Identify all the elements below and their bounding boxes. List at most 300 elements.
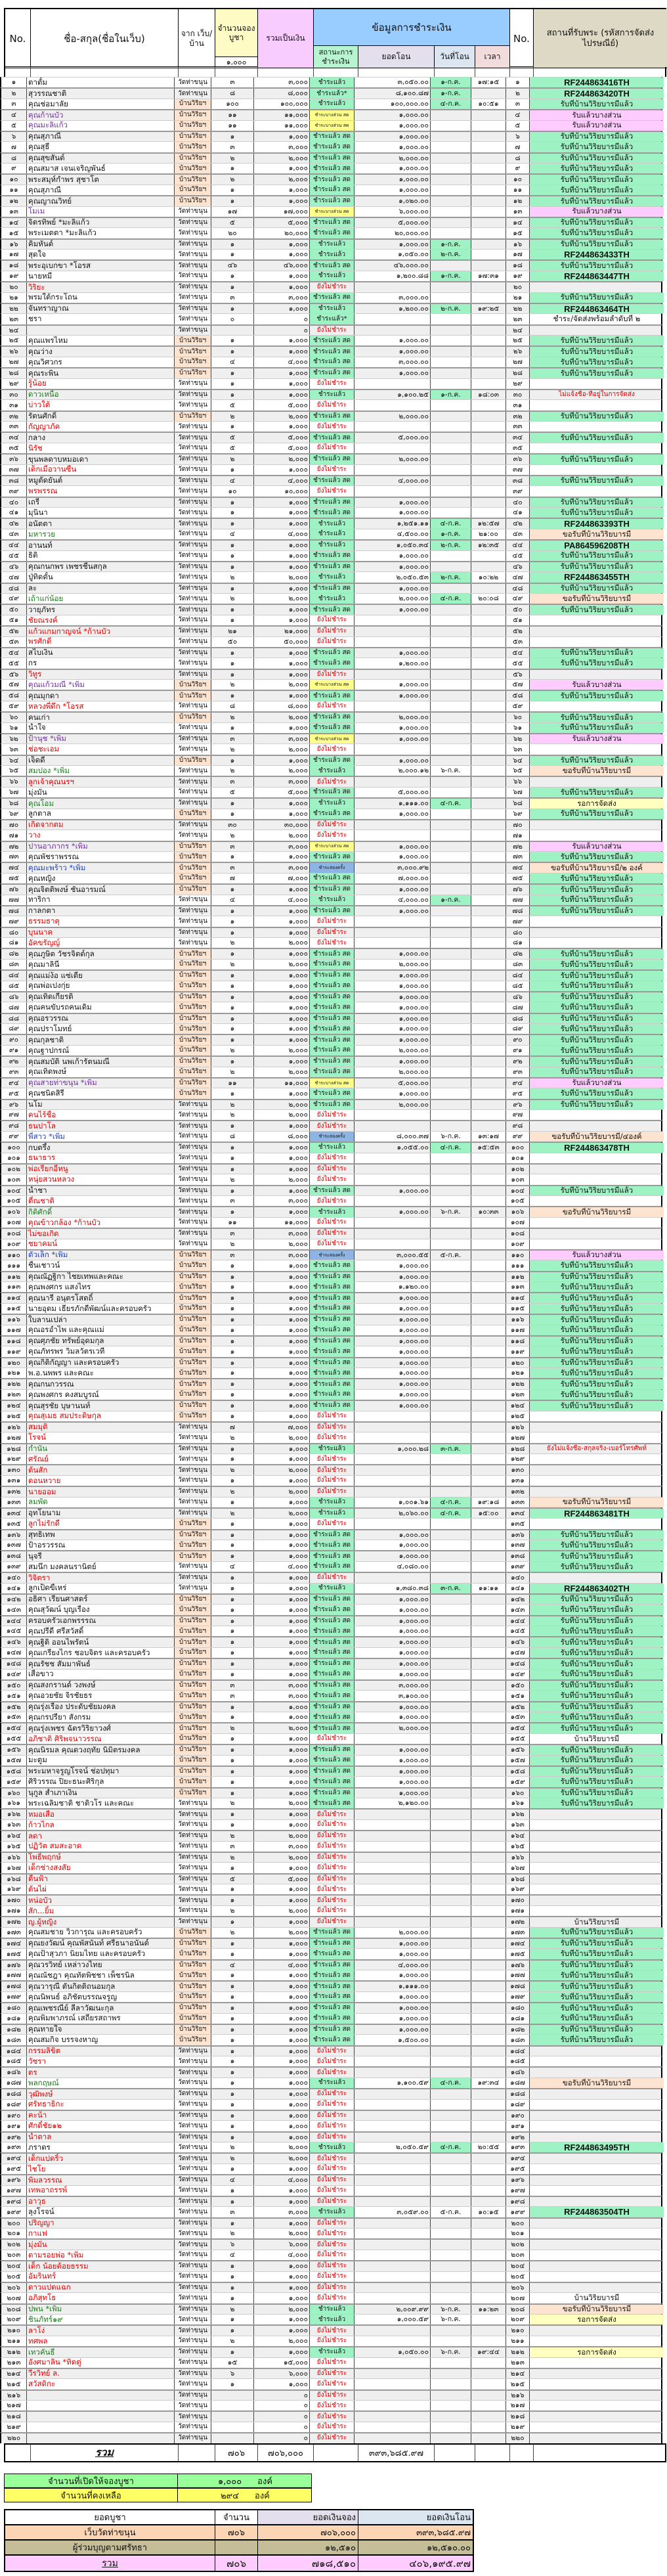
table-row	[0, 1862, 662, 1873]
source-cell: บ้านวิริยฯ	[175, 2003, 211, 2012]
source-cell: บ้านวิริยฯ	[175, 691, 211, 700]
donor-name: คุณแม่ง้อ แซ่เตีย	[27, 971, 175, 980]
delivery-status	[530, 2272, 664, 2282]
source-cell: วัดท่าขนุน	[175, 1239, 211, 1249]
table-row	[0, 593, 662, 604]
row-number-2: ๘๙	[506, 1024, 530, 1034]
amount-cell: ๓,๐๐๐	[254, 1229, 310, 1238]
qty-cell: ๑	[211, 1035, 254, 1044]
row-number: ๔๒	[1, 519, 27, 528]
qty-cell: ๑๕	[211, 2358, 254, 2368]
delivery-status: รับที่บ้านวิริยบารมีแล้ว	[530, 498, 664, 507]
quota-open	[4, 2474, 312, 2488]
transfer-date	[431, 1174, 471, 1184]
table-row	[0, 1228, 662, 1238]
amount-cell: ๒๐,๐๐๐	[254, 228, 310, 238]
qty-cell: ๑	[211, 1476, 254, 1486]
donor-name: รู้น้อย	[27, 379, 175, 389]
amount-cell: ๐	[254, 326, 310, 335]
transfer-time	[471, 1896, 506, 1905]
transfer-amount: ๑,๐๐๐.๐๐	[355, 1605, 431, 1614]
amount-cell: ๑,๐๐๐	[254, 809, 310, 819]
amount-cell: ๑,๐๐๐	[254, 1734, 310, 1744]
transfer-amount: ๑,๐๐๐.๐๐	[355, 1186, 431, 1195]
row-number: ๓๑	[1, 400, 27, 410]
tracking-code: RF244863393TH	[530, 519, 664, 528]
payment-status: ชำระแล้ว*	[310, 314, 355, 324]
transfer-amount	[355, 1573, 431, 1582]
table-row	[0, 2185, 662, 2196]
delivery-status: รับที่บ้านวิริยบารมีแล้ว	[530, 455, 664, 464]
source-cell: บ้านวิริยฯ	[175, 1304, 211, 1314]
donor-name: คุณเทิดพงษ์	[27, 1067, 175, 1077]
transfer-time	[471, 1917, 506, 1926]
row-number: ๒๐๗	[1, 2293, 27, 2303]
transfer-date	[431, 949, 471, 958]
payment-status: ยังไม่ชำระ	[310, 1734, 355, 1744]
source-cell: บ้านวิริยฯ	[175, 809, 211, 819]
source-cell: บ้านวิริยฯ	[175, 1325, 211, 1335]
amount-cell: ๑,๐๐๐	[254, 2035, 310, 2045]
transfer-time	[471, 1218, 506, 1228]
row-number-2: ๑๙๔	[506, 2154, 530, 2163]
source-cell: วัดท่าขนุน	[175, 2250, 211, 2260]
row-number-2: ๖๗	[506, 788, 530, 797]
transfer-time	[471, 1035, 506, 1044]
row-number-2: ๑๗๘	[506, 1982, 530, 1991]
amount-cell: ๑,๐๐๐	[254, 852, 310, 862]
amount-cell: ๓,๐๐๐	[254, 78, 310, 87]
transfer-amount	[355, 938, 431, 948]
source-cell: วัดท่าขนุน	[175, 2089, 211, 2099]
delivery-status: รับที่บ้านวิริยบารมีแล้ว	[530, 154, 664, 163]
qty-cell: ๑	[211, 2164, 254, 2174]
table-row	[0, 690, 662, 700]
row-number-2: ๑๒๘	[506, 1444, 530, 1454]
table-row	[0, 1249, 662, 1260]
table-row	[0, 927, 662, 937]
transfer-date	[431, 1432, 471, 1442]
source-cell: บ้านวิริยฯ	[175, 1401, 211, 1410]
donor-name: คุณกิติกัญญา และครอบครัว	[27, 1358, 175, 1367]
transfer-time	[471, 476, 506, 485]
delivery-status: บ้านวิริยบารมี	[574, 1917, 620, 1926]
donor-name: ศักดิ์ชัย๑๒	[27, 2121, 175, 2131]
source-cell: บ้านวิริยฯ	[175, 1315, 211, 1324]
qty-cell: ๑	[211, 2379, 254, 2389]
transfer-amount: ๑,๒๐๐.๐๐	[355, 304, 431, 313]
delivery-status: รับที่บ้านวิริยบารมีแล้ว	[530, 658, 664, 668]
transfer-amount: ๘,๑๐๐.๘๗	[355, 89, 431, 98]
row-number: ๑๕๙	[1, 1777, 27, 1787]
transfer-time	[471, 1798, 506, 1808]
table-row	[0, 1367, 662, 1378]
delivery-status: รับที่บ้านวิริยบารมีแล้ว	[530, 336, 664, 345]
donor-name: คุณสุภาณี	[27, 185, 175, 195]
row-number-2: ๖๙	[506, 809, 530, 819]
transfer-amount: ๕,๐๐๐.๐๐	[355, 1078, 431, 1088]
payment-status: ชำระแล้ว	[310, 529, 355, 539]
qty-cell: ๖	[211, 2369, 254, 2378]
transfer-time	[471, 701, 506, 711]
donor-name: หน่อบัว	[27, 1896, 175, 1905]
summary-row-total	[5, 2556, 473, 2571]
transfer-amount	[355, 627, 431, 636]
amount-cell: ๑,๐๐๐	[254, 1379, 310, 1388]
row-number-2: ๑๖๓	[506, 1820, 530, 1830]
transfer-date	[431, 379, 471, 389]
row-number-2: ๑๙๗	[506, 2186, 530, 2196]
amount-cell: ๕,๐๐๐	[254, 443, 310, 453]
transfer-time	[471, 1637, 506, 1647]
payment-status: ชำระแล้ว สด	[310, 691, 355, 700]
amount-cell: ๑,๐๐๐	[254, 605, 310, 614]
donor-name	[27, 2422, 175, 2432]
payment-status: ชำระแล้ว สด	[310, 1358, 355, 1367]
transfer-amount: ๒,๐๐๐.๐๐	[355, 594, 431, 604]
amount-cell: ๑๑,๐๐๐	[254, 121, 310, 131]
source-cell: วัดท่าขนุน	[175, 788, 211, 797]
donor-name: กรรมลิขิต	[27, 2047, 175, 2056]
qty-cell: ๑	[211, 519, 254, 528]
amount-cell: ๑,๐๐๐	[254, 250, 310, 259]
qty-cell: ๘	[211, 1132, 254, 1142]
payment-status: ชำระแล้ว สด	[310, 368, 355, 378]
source-cell: บ้านวิริยฯ	[175, 1970, 211, 1980]
transfer-date	[431, 154, 471, 163]
table-row	[0, 1615, 662, 1626]
amount-cell: ๑,๐๐๐	[254, 1712, 310, 1722]
table-row	[0, 1679, 662, 1690]
donor-name: พรพรรณ	[27, 486, 175, 496]
table-row	[0, 2002, 662, 2012]
source-cell: บ้านวิริยฯ	[175, 1260, 211, 1270]
row-number-2: ๒๐๖	[506, 2283, 530, 2292]
transfer-time	[471, 2047, 506, 2056]
delivery-status: รับที่บ้านวิริยบารมีแล้ว	[530, 1681, 664, 1690]
row-number: ๑๖๗	[1, 1863, 27, 1873]
delivery-status: รับที่บ้านวิริยบารมีแล้ว	[530, 756, 664, 765]
donor-name: คุณกรปรียา สังกรม	[27, 1712, 175, 1722]
donor-name: พรศักดิ์	[27, 637, 175, 647]
qty-cell: ๑	[211, 2133, 254, 2142]
transfer-time	[471, 1863, 506, 1873]
transfer-date	[431, 1884, 471, 1894]
qty-cell	[211, 2391, 254, 2400]
donor-name: คุณสุธี	[27, 142, 175, 152]
transfer-date	[431, 2154, 471, 2163]
delivery-status: รับที่บ้านวิริยบารมีแล้ว	[530, 1788, 664, 1798]
source-cell: วัดท่าขนุน	[175, 2133, 211, 2142]
row-number-2: ๑๒๔	[506, 1401, 530, 1410]
amount-cell: ๑,๐๐๐	[254, 2293, 310, 2303]
transfer-date	[431, 347, 471, 356]
table-row	[0, 1540, 662, 1550]
payment-status: ยังไม่ชำระ	[310, 486, 355, 496]
donor-name: คุณสุรชัย บุษานนท์	[27, 1401, 175, 1410]
payment-status: ยังไม่ชำระ	[310, 282, 355, 292]
tracking-code: RF244863455TH	[530, 572, 664, 582]
row-number: ๒๐๐	[1, 2219, 27, 2228]
source-cell: วัดท่าขนุน	[175, 2143, 211, 2152]
payment-status: ยังไม่ชำระ	[310, 2068, 355, 2077]
delivery-status	[530, 1454, 664, 1464]
transfer-date	[431, 2025, 471, 2034]
donor-name: อานนท์	[27, 541, 175, 550]
source-cell: บ้านวิริยฯ	[175, 357, 211, 367]
donor-name: คนไร้ชื่อ	[27, 1110, 175, 1120]
source-cell: บ้านวิริยฯ	[175, 1691, 211, 1700]
donor-name: เด็กช่างสงสัย	[27, 1863, 175, 1873]
payment-status: ยังไม่ชำระ	[310, 938, 355, 948]
table-row	[0, 2099, 662, 2110]
payment-status: ชำระแล้ว สด	[310, 1390, 355, 1400]
table-row	[0, 1292, 662, 1302]
row-number: ๑๑๓	[1, 1282, 27, 1292]
transfer-amount	[355, 1454, 431, 1464]
donor-name: ต้นสัก	[27, 1465, 175, 1475]
transfer-amount	[355, 1110, 431, 1120]
row-number-2: ๔	[506, 110, 530, 120]
row-number: ๑๙๕	[1, 2164, 27, 2174]
donor-name: พระเฉลิมชาติ ชาติวโร และคณะ	[27, 1798, 175, 1808]
table-row	[0, 2357, 662, 2368]
transfer-time	[471, 1961, 506, 1970]
row-number: ๑๐๑	[1, 1153, 27, 1163]
row-number-2: ๑๓๓	[506, 1498, 530, 1507]
transfer-date	[431, 1476, 471, 1486]
delivery-status: รับที่บ้านวิริยบารมีแล้ว	[530, 1035, 664, 1044]
amount-cell: ๑,๐๐๐	[254, 2100, 310, 2110]
table-row	[0, 195, 662, 206]
donor-name	[27, 326, 175, 335]
transfer-time	[471, 885, 506, 894]
payment-status: ชำระแล้ว สด	[310, 1928, 355, 1938]
donor-name: ชยาคมน์	[27, 1239, 175, 1249]
transfer-time	[471, 498, 506, 507]
source-cell: บ้านวิริยฯ	[175, 185, 211, 195]
amount-cell: ๑,๐๐๐	[254, 949, 310, 958]
row-number-2: ๑๗๓	[506, 1928, 530, 1938]
source-cell: บ้านวิริยฯ	[175, 1681, 211, 1690]
delivery-status: รับที่บ้านวิริยบารมีแล้ว	[530, 1756, 664, 1765]
table-row	[0, 1755, 662, 1765]
source-cell: บ้านวิริยฯ	[175, 1637, 211, 1647]
donor-name: กร	[27, 658, 175, 668]
delivery-status	[530, 2089, 664, 2099]
row-number-2: ๑๙๖	[506, 2175, 530, 2185]
transfer-amount: ๑,๐๐๑.๖๑	[355, 1498, 431, 1507]
transfer-date	[431, 1917, 471, 1926]
transfer-amount: ๑,๒๕๑.๑๑	[355, 519, 431, 528]
transfer-date	[431, 1992, 471, 2002]
transfer-date	[431, 2336, 471, 2346]
payment-status: ชำระแล้ว สด	[310, 1723, 355, 1733]
table-row	[0, 991, 662, 1002]
table-row	[0, 862, 662, 872]
amount-cell: ๑,๐๐๐	[254, 1014, 310, 1023]
donor-name: คุณช่อมาลัย	[27, 99, 175, 109]
transfer-amount: ๑,๐๐๐.๐๐	[355, 1670, 431, 1679]
transfer-date	[431, 885, 471, 894]
donor-name: วายุภัทร	[27, 605, 175, 614]
qty-cell: ๑	[211, 2089, 254, 2099]
transfer-amount: ๑,๐๐๐.๐๐	[355, 605, 431, 614]
source-cell: วัดท่าขนุน	[175, 207, 211, 217]
source-cell: บ้านวิริยฯ	[175, 1014, 211, 1023]
amount-cell: ๑,๐๐๐	[254, 1057, 310, 1066]
row-number-2: ๒๗	[506, 357, 530, 367]
donor-name: ป้านุช *เพิ่ม	[27, 734, 175, 744]
source-cell: วัดท่าขนุน	[175, 1906, 211, 1916]
payment-status: ชำระแล้ว สด	[310, 1949, 355, 1959]
source-cell: บ้านวิริยฯ	[175, 1024, 211, 1034]
row-number: ๗๓	[1, 852, 27, 862]
row-number: ๒๐๔	[1, 2261, 27, 2271]
transfer-date	[431, 2358, 471, 2368]
amount-cell: ๗,๐๐๐	[254, 874, 310, 883]
table-row	[0, 1443, 662, 1454]
row-number: ๔๖	[1, 562, 27, 571]
row-number: ๒๑๔	[1, 2369, 27, 2378]
amount-cell: ๑,๐๐๐	[254, 1767, 310, 1776]
transfer-time	[471, 895, 506, 905]
payment-status: ชำระแล้ว สด	[310, 1777, 355, 1787]
payment-status: ชำระแล้ว สด	[310, 336, 355, 345]
donor-name: ปฏิวัต สมสะอาด	[27, 1842, 175, 1852]
source-cell: บ้านวิริยฯ	[175, 1358, 211, 1367]
row-number-2: ๑๐๐	[506, 1143, 530, 1152]
transfer-date: ๑-ก.ค.	[431, 78, 471, 87]
table-row	[0, 271, 662, 281]
row-number: ๗๔	[1, 863, 27, 872]
delivery-status: รับที่บ้านวิริยบารมีแล้ว	[530, 1337, 664, 1346]
transfer-date	[431, 1637, 471, 1647]
delivery-status	[530, 1218, 664, 1228]
table-row	[0, 1055, 662, 1066]
transfer-date	[431, 1282, 471, 1292]
delivery-status	[530, 1906, 664, 1916]
row-number: ๓๒	[1, 412, 27, 421]
donor-name: วิจิตรา	[27, 1573, 175, 1582]
row-number-2: ๑๕	[506, 228, 530, 238]
transfer-time	[471, 1346, 506, 1356]
row-number-2: ๑๘๕	[506, 2056, 530, 2066]
delivery-status: รับที่บ้านวิริยบารมีแล้ว	[530, 1626, 664, 1636]
row-number-2: ๑๒๗	[506, 1432, 530, 1442]
amount-cell: ๑,๐๐๐	[254, 196, 310, 206]
amount-cell: ๓,๐๐๐	[254, 1251, 310, 1260]
row-number: ๒๑๖	[1, 2391, 27, 2400]
source-cell: วัดท่าขนุน	[175, 2047, 211, 2056]
table-row	[0, 1045, 662, 1055]
row-number: ๕๙	[1, 701, 27, 711]
tracking-code: RF244863433TH	[530, 250, 664, 259]
source-cell: วัดท่าขนุน	[175, 508, 211, 518]
transfer-time	[471, 992, 506, 1002]
transfer-amount: ๑,๐๐๐.๐๐	[355, 1595, 431, 1604]
transfer-time	[471, 2133, 506, 2142]
amount-cell: ๑,๐๐๐	[254, 2047, 310, 2056]
donor-name: ตี๋ณชาติ	[27, 1196, 175, 1206]
amount-cell: ๔,๐๐๐	[254, 2175, 310, 2185]
transfer-time	[471, 2433, 506, 2443]
table-row	[0, 1174, 662, 1184]
qty-cell: ๑	[211, 756, 254, 765]
row-number: ๖๕	[1, 766, 27, 776]
row-number-2: ๑๒๙	[506, 1454, 530, 1464]
transfer-time	[471, 842, 506, 851]
payment-status: ชำระบางส่วน สด	[310, 842, 355, 851]
transfer-time	[471, 1432, 506, 1442]
row-number-2: ๑๘๒	[506, 2025, 530, 2034]
row-number: ๖๒	[1, 734, 27, 744]
amount-cell: ๑,๐๐๐	[254, 928, 310, 937]
table-row	[0, 1722, 662, 1733]
payment-status: ชำระแล้ว สด	[310, 1681, 355, 1690]
transfer-date	[431, 1842, 471, 1852]
delivery-status: รับที่บ้านวิริยบารมีแล้ว	[530, 261, 664, 270]
row-number-2: ๗๐	[506, 820, 530, 830]
amount-cell: ๑,๐๐๐	[254, 1035, 310, 1044]
row-number: ๑๒๑	[1, 1368, 27, 1378]
table-row	[0, 873, 662, 883]
table-row	[0, 324, 662, 335]
transfer-time	[471, 1239, 506, 1249]
source-cell: บ้านวิริยฯ	[175, 1992, 211, 2002]
delivery-status: รับที่บ้านวิริยบารมีแล้ว	[530, 1712, 664, 1722]
table-row	[0, 1712, 662, 1722]
amount-cell: ๑,๐๐๐	[254, 1024, 310, 1034]
row-number: ๓๔	[1, 433, 27, 442]
qty-cell: ๑	[211, 2121, 254, 2131]
qty-cell: ๑	[211, 2047, 254, 2056]
transfer-date	[431, 744, 471, 754]
amount-cell: ๑,๐๐๐	[254, 1165, 310, 1174]
amount-cell: ๑,๐๐๐	[254, 282, 310, 292]
delivery-status	[530, 2047, 664, 2056]
transfer-time	[471, 1454, 506, 1464]
table-row	[0, 249, 662, 259]
source-cell: วัดท่าขนุน	[175, 1174, 211, 1184]
transfer-amount	[355, 2197, 431, 2206]
row-number-2: ๒๒	[506, 304, 530, 313]
donor-name: คุณสุเมธ สมประดิษกุล	[27, 1411, 175, 1421]
table-row	[0, 453, 662, 464]
delivery-status	[530, 1476, 664, 1486]
delivery-status	[530, 1153, 664, 1163]
donor-name: อภิชาติ ศิริพจนาวรรณ	[27, 1734, 175, 1744]
transfer-date	[431, 1681, 471, 1690]
amount-cell: ๒,๐๐๐	[254, 1928, 310, 1938]
donor-name: พรมใต้กระโถน	[27, 293, 175, 303]
qty-cell: ๕	[211, 1875, 254, 1884]
source-cell: วัดท่าขนุน	[175, 2175, 211, 2185]
row-number: ๗๒	[1, 842, 27, 851]
row-number: ๑๙๒	[1, 2133, 27, 2142]
payment-status: ชำระแล้ว สด	[310, 1540, 355, 1550]
amount-cell: ๑,๐๐๐	[254, 2272, 310, 2282]
qty-cell: ๑	[211, 723, 254, 733]
donor-name: คุณกนกวรรณ	[27, 1379, 175, 1388]
payment-status: ชำระแล้ว สด	[310, 1368, 355, 1378]
donor-name: คุณวิศวกร	[27, 357, 175, 367]
qty-cell: ๑๑	[211, 1078, 254, 1088]
amount-cell: ๑,๐๐๐	[254, 1659, 310, 1668]
transfer-date	[431, 584, 471, 593]
row-number-2: ๓	[506, 99, 530, 109]
table-row	[0, 411, 662, 421]
